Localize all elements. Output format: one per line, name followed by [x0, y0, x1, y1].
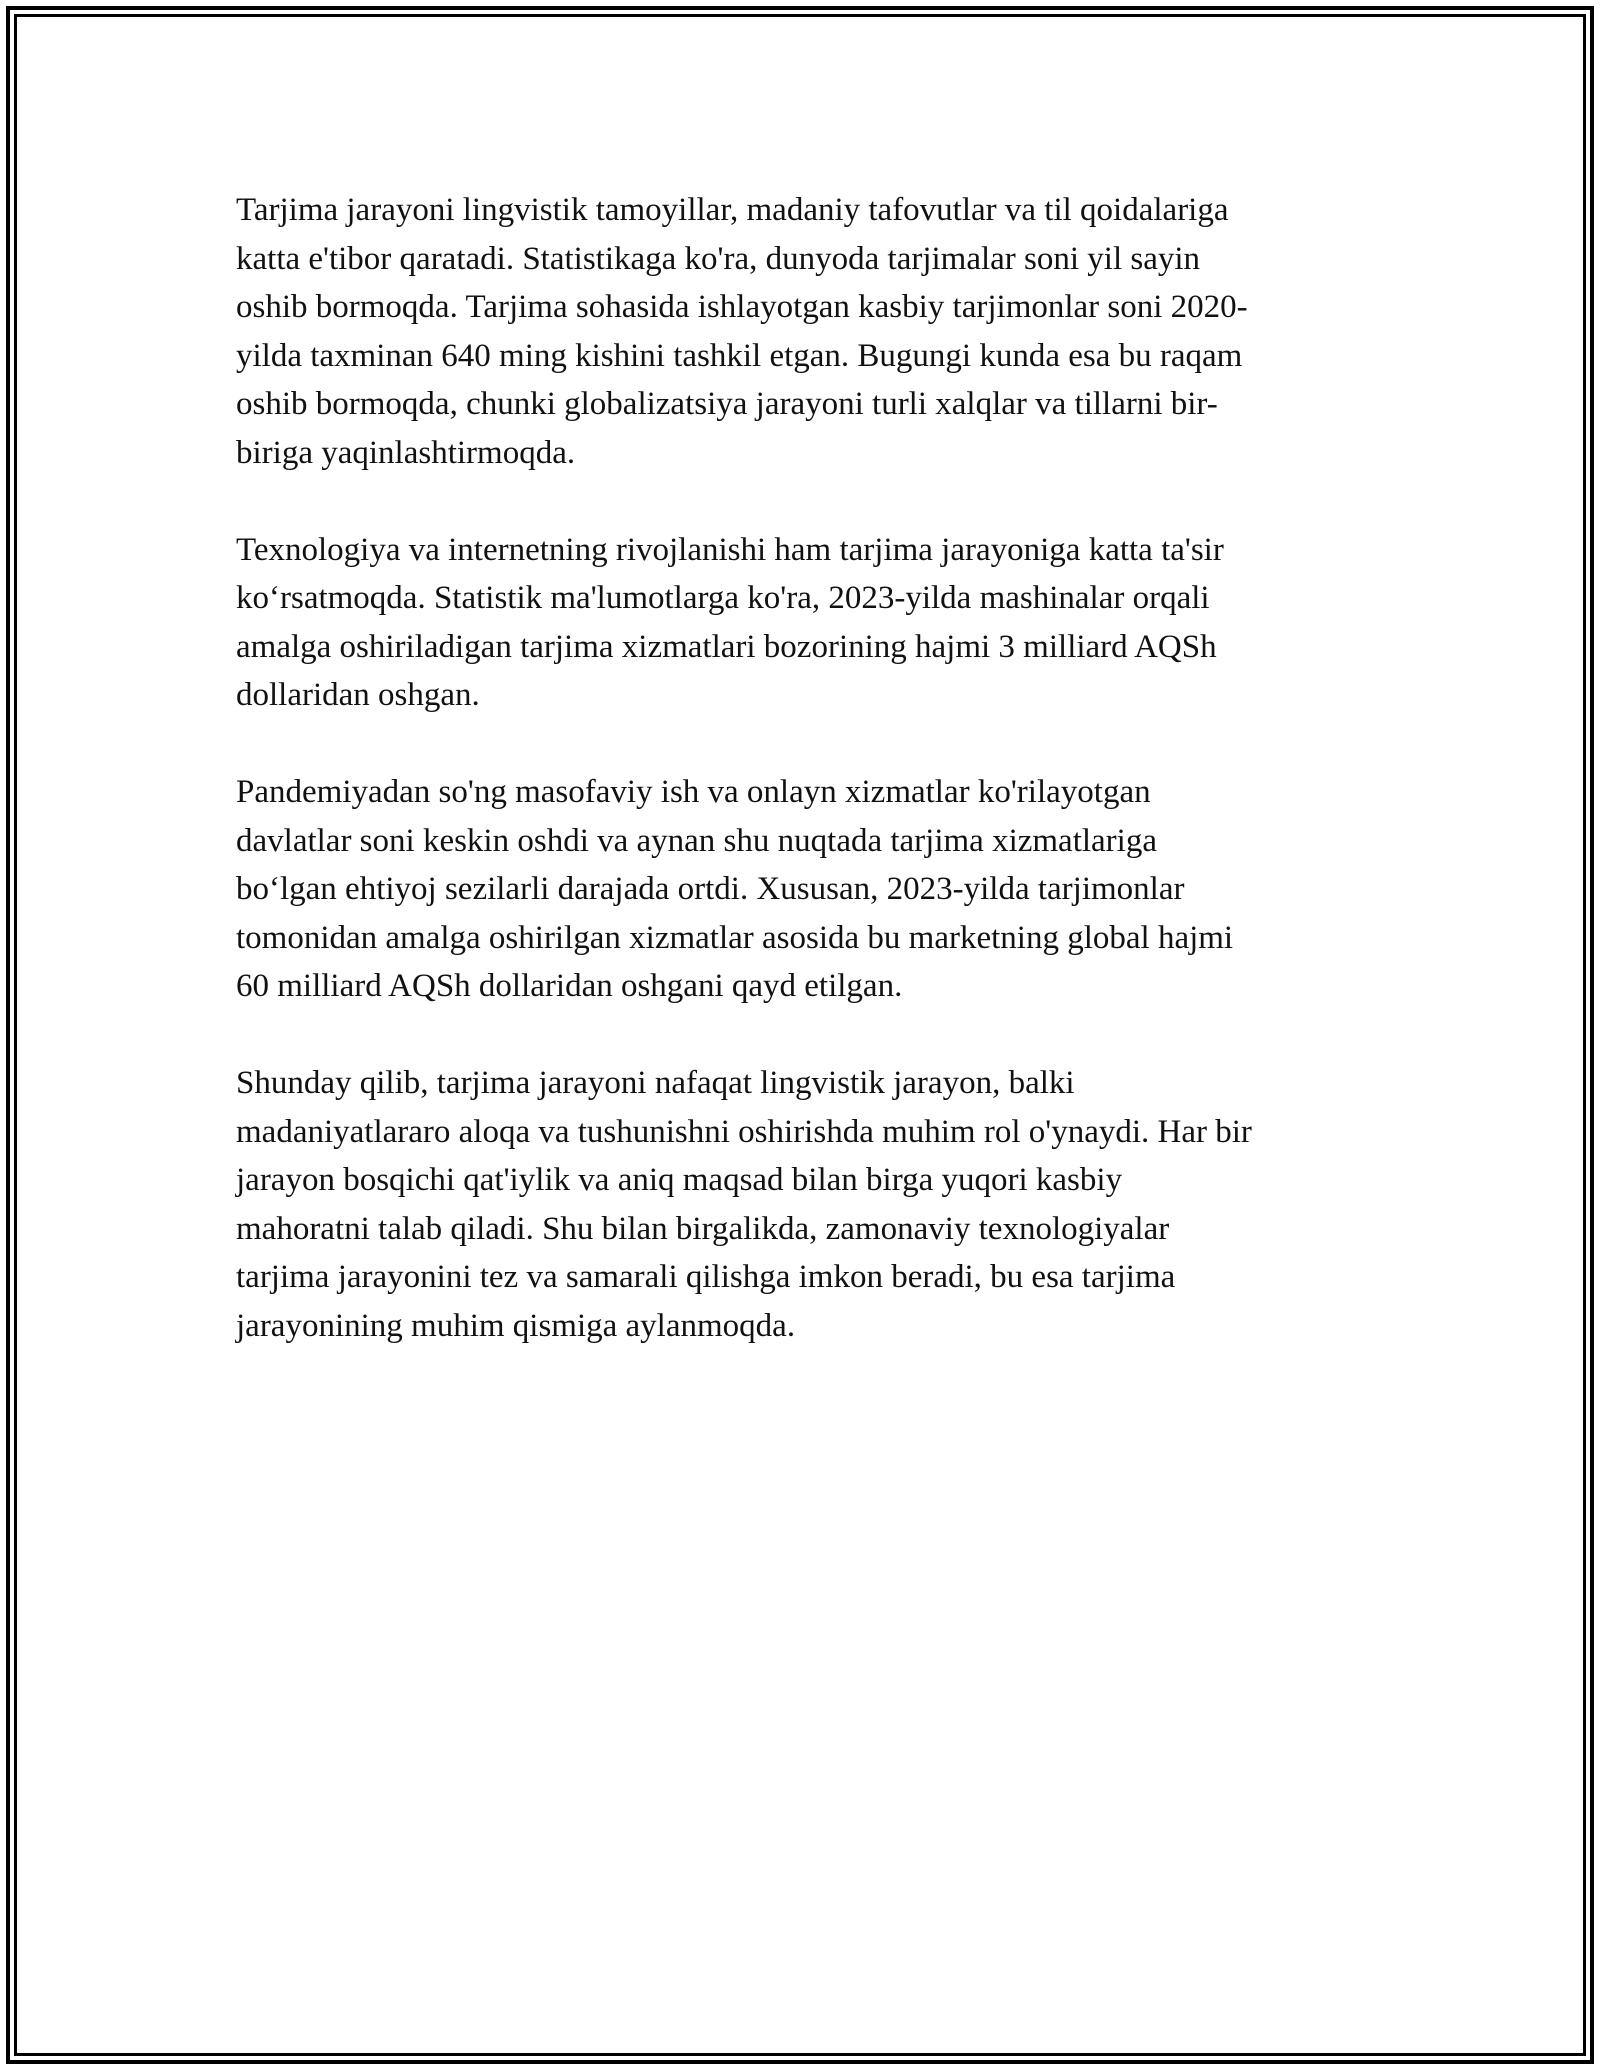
text-line: dollaridan oshgan.	[236, 677, 480, 713]
paragraph-2	[236, 526, 1376, 720]
text-line: Texnologiya va internetning rivojlanishi ham tarjima jarayoniga katta ta'sir	[236, 531, 1224, 568]
paragraph-1	[236, 186, 1376, 477]
text-line: madaniyatlararo aloqa va tushunishni oshirishda muhim rol o'ynaydi. Har bir	[236, 1113, 1252, 1150]
text-line: tarjima jarayonini tez va samarali qilishga imkon beradi, bu esa tarjima	[236, 1259, 1176, 1295]
text-line: oshib bormoqda. Tarjima sohasida ishlayotgan kasbiy tarjimonlar soni 2020-	[236, 289, 1248, 325]
paragraph-gap	[236, 477, 1376, 526]
paragraph-gap	[236, 720, 1376, 769]
text-line: tomonidan amalga oshirilgan xizmatlar asosida bu marketning global hajmi	[236, 919, 1234, 956]
paragraph-gap	[236, 1011, 1376, 1060]
text-line: jarayon bosqichi qat'iylik va aniq maqsad bilan birga yuqori kasbiy	[236, 1162, 1123, 1198]
text-line: yilda taxminan 640 ming kishini tashkil etgan. Bugungi kunda esa bu raqam	[236, 337, 1243, 374]
text-line: 60 milliard AQSh dollaridan oshgani qayd etilgan.	[236, 968, 903, 1004]
document-body	[236, 186, 1376, 1350]
text-line: katta e'tibor qaratadi. Statistikaga ko'ra, dunyoda tarjimalar soni yil sayin	[236, 240, 1201, 277]
text-line: jarayonining muhim qismiga aylanmoqda.	[236, 1307, 796, 1344]
text-line: amalga oshiriladigan tarjima xizmatlari bozorining hajmi 3 milliard AQSh	[236, 628, 1217, 665]
text-line: Tarjima jarayoni lingvistik tamoyillar, madaniy tafovutlar va til qoidalariga	[236, 192, 1229, 228]
text-line: bo‘lgan ehtiyoj sezilarli darajada ortdi. Xususan, 2023-yilda tarjimonlar	[236, 871, 1185, 907]
text-line: Shunday qilib, tarjima jarayoni nafaqat lingvistik jarayon, balki	[236, 1065, 1075, 1101]
paragraph-4	[236, 1059, 1376, 1350]
text-line: biriga yaqinlashtirmoqda.	[236, 434, 576, 471]
text-line: davlatlar soni keskin oshdi va aynan shu nuqtada tarjima xizmatlariga	[236, 822, 1157, 859]
text-line: oshib bormoqda, chunki globalizatsiya jarayoni turli xalqlar va tillarni bir-	[236, 386, 1218, 422]
text-line: ko‘rsatmoqda. Statistik ma'lumotlarga ko'ra, 2023-yilda mashinalar orqali	[236, 580, 1210, 616]
paragraph-3	[236, 768, 1376, 1011]
text-line: mahoratni talab qiladi. Shu bilan birgalikda, zamonaviy texnologiyalar	[236, 1210, 1170, 1247]
text-line: Pandemiyadan so'ng masofaviy ish va onlayn xizmatlar ko'rilayotgan	[236, 774, 1151, 810]
